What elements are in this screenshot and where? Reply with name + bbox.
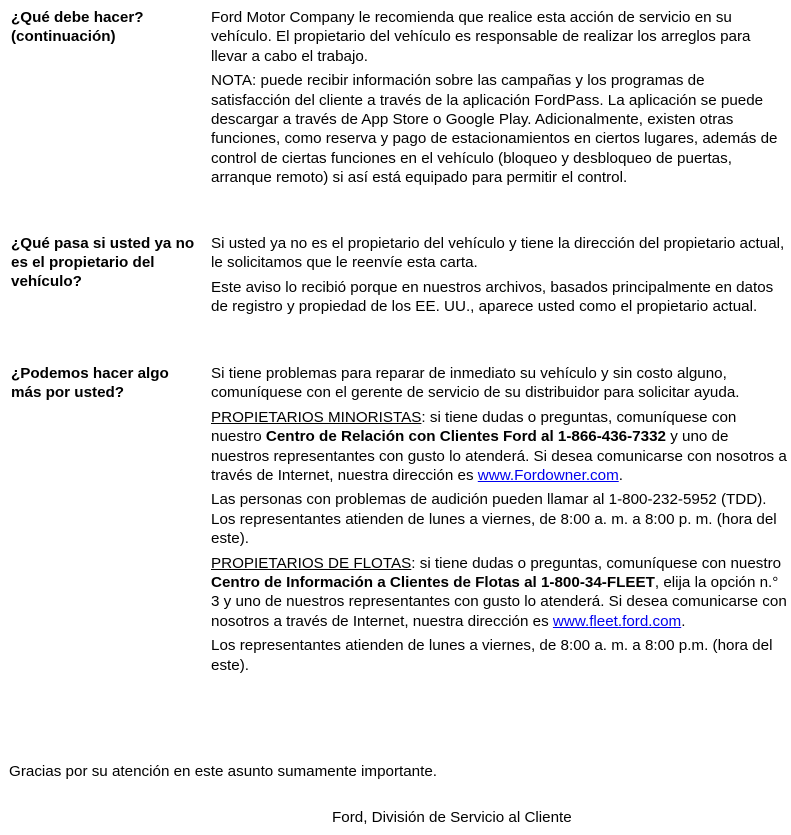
fordowner-link[interactable]: www.Fordowner.com [477, 467, 619, 485]
question-text: ¿Qué pasa si usted ya no es el propietario del vehículo? [11, 235, 195, 291]
retail-text: y uno de nuestros representantes con gusto lo atenderá. Si desea comunicarse con nosotros a través de Internet, nuestra dirección es [211, 428, 787, 485]
answer-block [211, 234, 787, 322]
retail-text: : si tiene dudas o preguntas, comuníquese con nuestro [211, 408, 737, 446]
answer-block [211, 364, 787, 680]
hours-paragraph: Los representantes atienden de lunes a viernes, de 8:00 a. m. a 8:00 p.m. (hora del este). [211, 637, 773, 674]
answer-block [211, 8, 787, 193]
answer-paragraph: Ford Motor Company le recomienda que realice esta acción de servicio en su vehículo. El propietario del vehículo es responsable de realizar los arreglos para llevar a cabo el trabajo. [211, 9, 751, 65]
fleet-text: : si tiene dudas o preguntas, comuníquese con nuestro [411, 554, 782, 572]
question-heading [11, 8, 201, 46]
fleet-owners-paragraph [211, 554, 787, 632]
question-heading [11, 234, 201, 292]
answer-paragraph: Si usted ya no es el propietario del vehículo y tiene la dirección del propietario actual, le solicitamos que le reenvíe esta carta. [211, 235, 785, 272]
answer-paragraph: Si tiene problemas para reparar de inmediato su vehículo y sin costo alguno, comuníquese con el gerente de servicio de su distribuidor para solicitar ayuda. [211, 365, 740, 402]
retail-period: . [618, 467, 623, 485]
question-heading [11, 364, 201, 402]
fleet-ford-link[interactable]: www.fleet.ford.com [552, 612, 682, 630]
note-paragraph: NOTA: puede recibir información sobre las campañas y los programas de satisfacción del cliente a través de la aplicación FordPass. La aplicación se puede descargar a través de App Store o Google Play. Adicionalmente, existen otras funciones, como reserva y pago de estacionamientos en ciertos lugares, además de control de ciertas funciones en el vehículo (bloqueo y desbloqueo de puertas, arranque remoto) si así está equipado para permitir el control. [211, 72, 778, 187]
closing-line: Gracias por su atención en este asunto sumamente importante. [9, 763, 438, 780]
fleet-text: , elija la opción n.° 3 y uno de nuestros representantes con gusto lo atenderá. Si desea comunicarse con nosotros a través de Internet, nuestra dirección es [211, 574, 787, 630]
question-text: ¿Qué debe hacer? (continuación) [11, 9, 144, 46]
signature-line: Ford, División de Servicio al Cliente [332, 809, 572, 826]
retail-owners-paragraph [211, 408, 787, 486]
question-text: ¿Podemos hacer algo más por usted? [11, 365, 169, 402]
retail-owners-heading: PROPIETARIOS MINORISTAS [211, 408, 422, 426]
fleet-owners-heading: PROPIETARIOS DE FLOTAS [211, 554, 412, 572]
fleet-contact-center: Centro de Información a Clientes de Flotas al 1-800-34-FLEET [211, 574, 655, 592]
retail-contact-center: Centro de Relación con Clientes Ford al 1-866-436-7332 [265, 428, 666, 446]
tdd-paragraph: Las personas con problemas de audición pueden llamar al 1-800-232-5952 (TDD). Los representantes atienden de lunes a viernes, de 8:00 a. m. a 8:00 p. m. (hora del este). [211, 491, 777, 548]
answer-paragraph: Este aviso lo recibió porque en nuestros archivos, basados principalmente en datos de registro y propiedad de los EE. UU., aparece usted como el propietario actual. [211, 278, 774, 316]
fleet-period: . [681, 612, 686, 630]
